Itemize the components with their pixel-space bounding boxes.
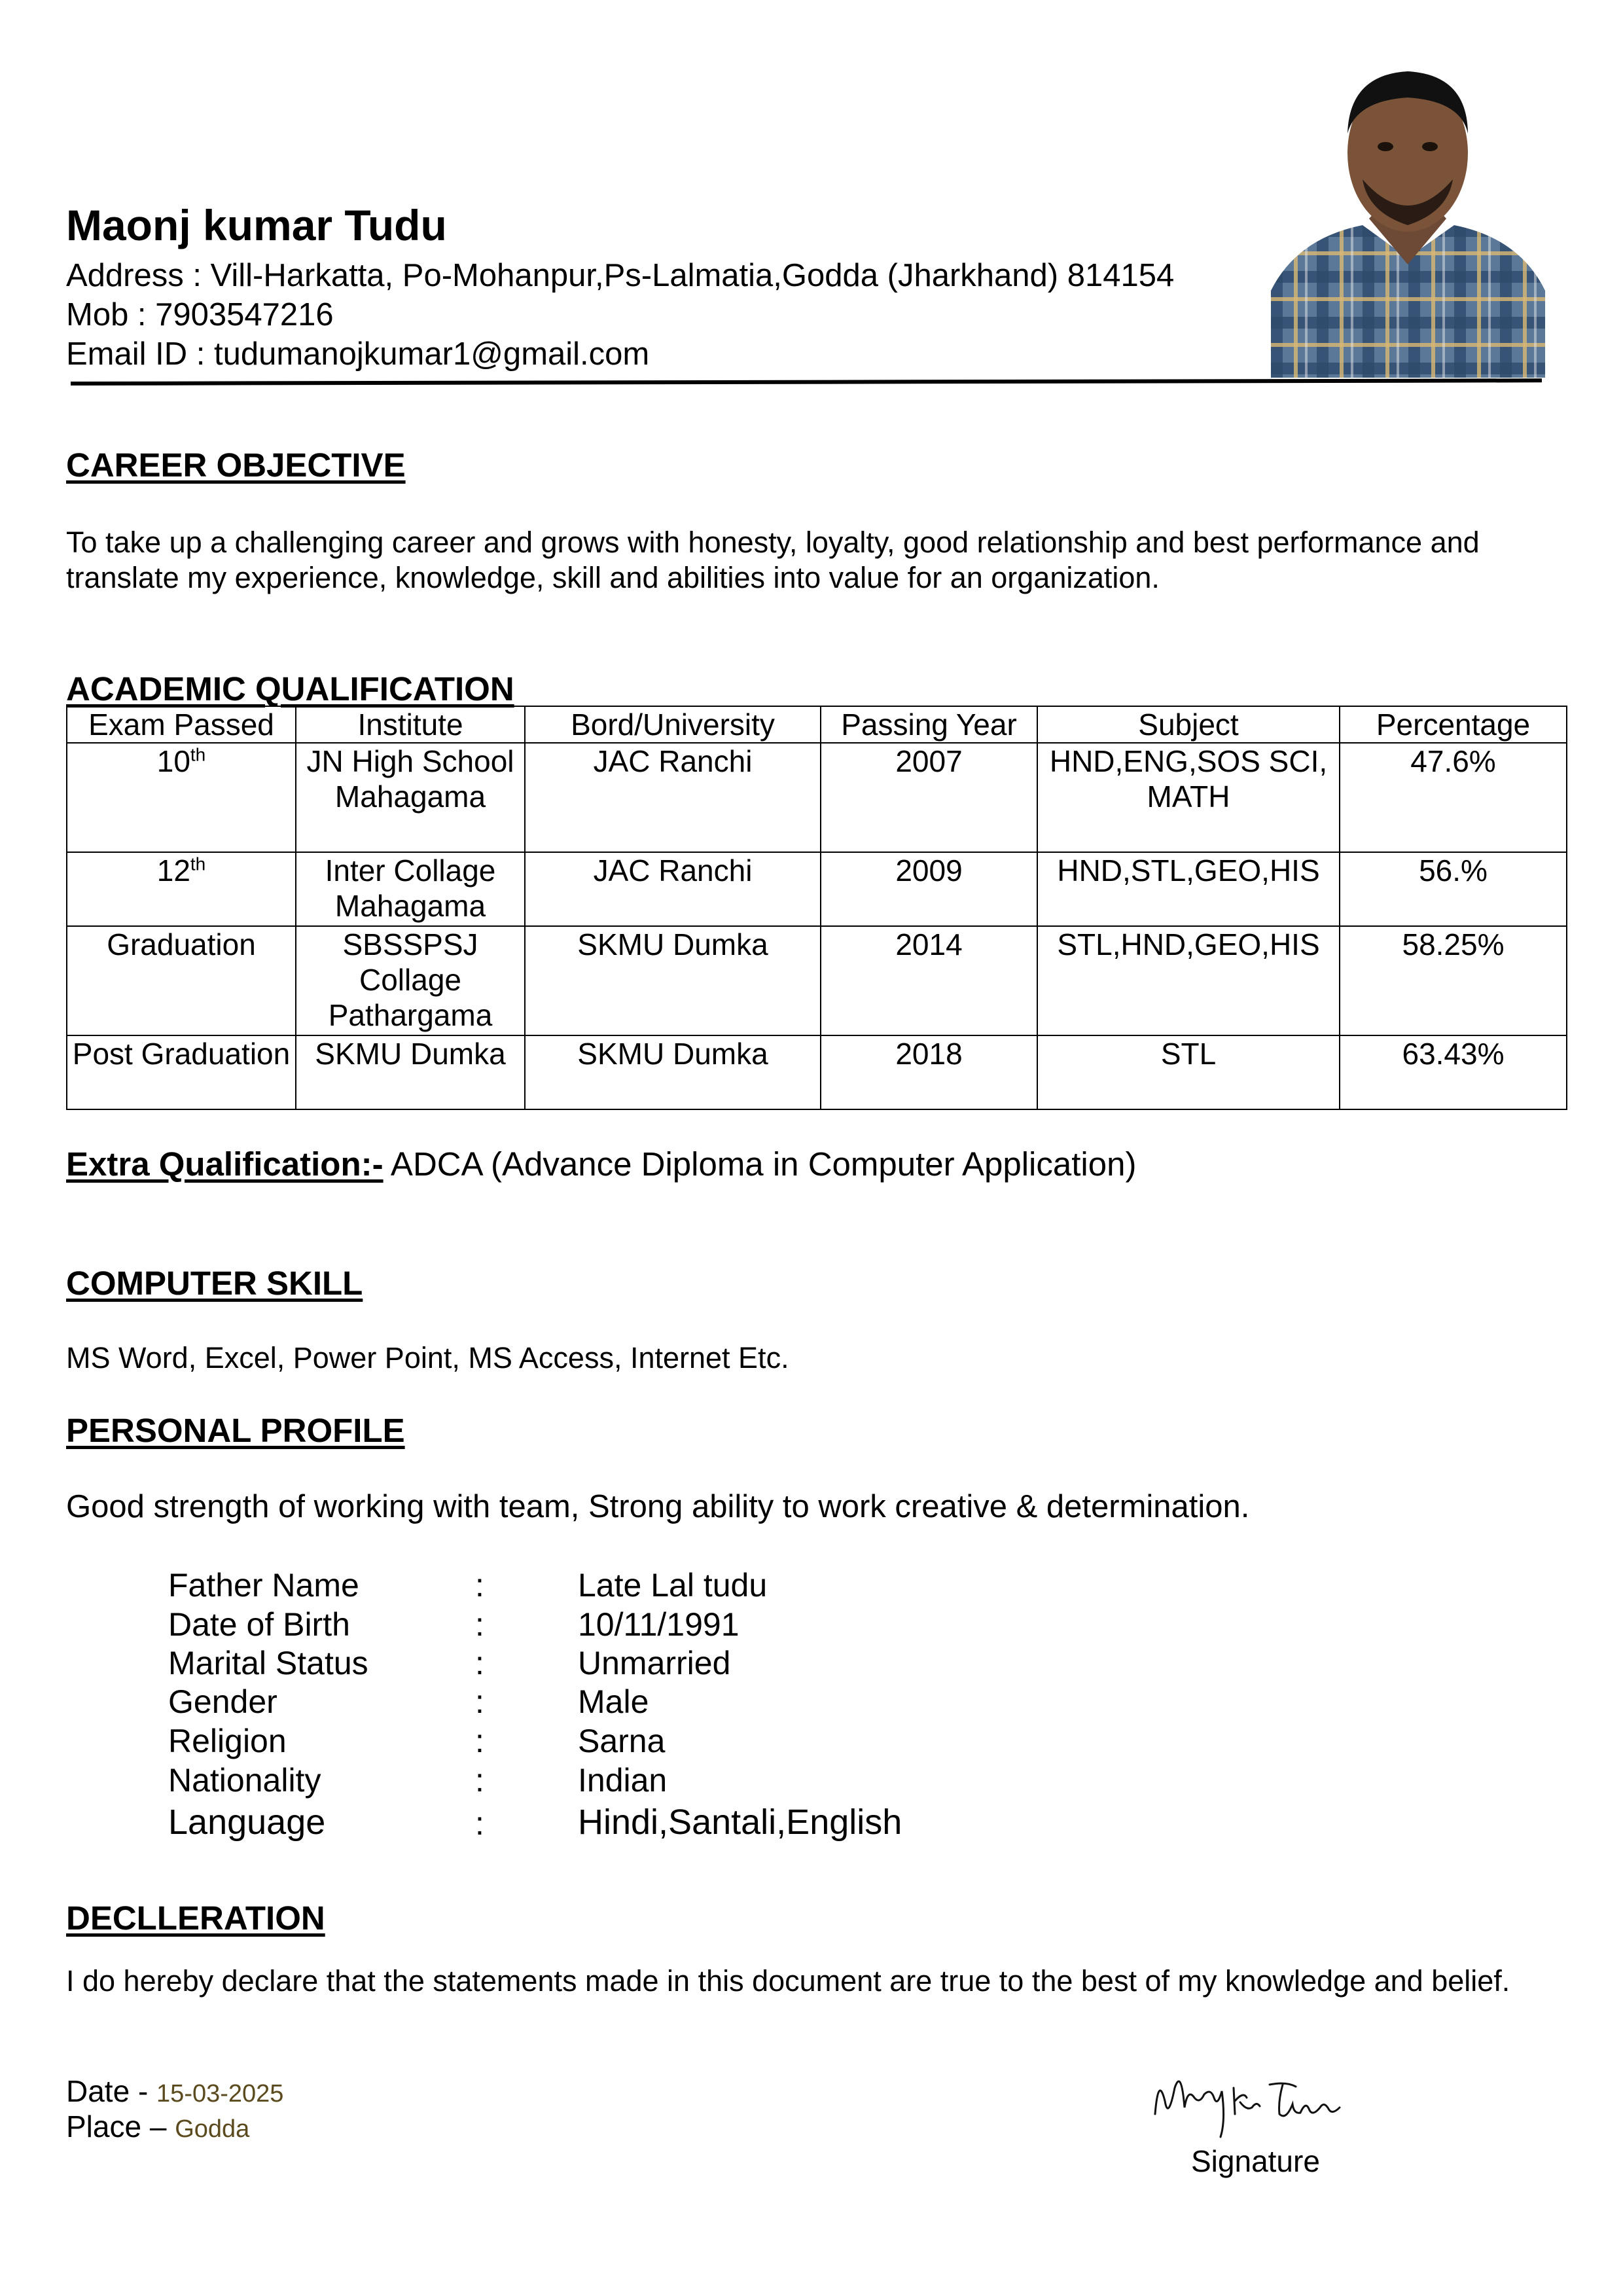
place-line bbox=[66, 2109, 249, 2145]
detail-separator: : bbox=[475, 1762, 484, 1799]
exam-suffix: th bbox=[190, 744, 206, 765]
date-label: Date - bbox=[66, 2074, 157, 2108]
subject-cell: STL bbox=[1037, 1035, 1340, 1109]
date-line bbox=[66, 2073, 283, 2109]
board-cell: JAC Ranchi bbox=[525, 852, 821, 926]
detail-label: Gender bbox=[168, 1683, 277, 1720]
declaration-heading: DECLLERATION bbox=[66, 1899, 325, 1937]
exam-cell bbox=[67, 926, 296, 1035]
detail-separator: : bbox=[475, 1723, 484, 1759]
computer-skill-heading: COMPUTER SKILL bbox=[66, 1265, 363, 1302]
board-cell: JAC Ranchi bbox=[525, 743, 821, 852]
detail-label: Father Name bbox=[168, 1567, 359, 1604]
column-header: Exam Passed bbox=[67, 706, 296, 743]
subject-cell: STL,HND,GEO,HIS bbox=[1037, 926, 1340, 1035]
academic-qualification-heading: ACADEMIC QUALIFICATION bbox=[66, 670, 514, 708]
exam-cell bbox=[67, 1035, 296, 1109]
exam-value: Post Graduation bbox=[72, 1037, 291, 1071]
date-value: 15-03-2025 bbox=[156, 2080, 284, 2108]
exam-cell bbox=[67, 852, 296, 926]
exam-value: 10 bbox=[156, 744, 190, 778]
table-row bbox=[67, 1035, 1567, 1109]
board-cell: SKMU Dumka bbox=[525, 1035, 821, 1109]
table-row bbox=[67, 926, 1567, 1035]
detail-value: Hindi,Santali,English bbox=[578, 1803, 902, 1842]
institute-cell: SBSSPSJ Collage Pathargama bbox=[296, 926, 525, 1035]
detail-label: Date of Birth bbox=[168, 1606, 350, 1643]
header-divider bbox=[71, 378, 1542, 386]
detail-value: 10/11/1991 bbox=[578, 1606, 740, 1643]
address-line: Address : Vill-Harkatta, Po-Mohanpur,Ps-Lalmatia,Godda (Jharkhand) 814154 bbox=[66, 258, 1175, 293]
personal-profile-text: Good strength of working with team, Strong ability to work creative & determination. bbox=[66, 1489, 1250, 1524]
career-objective-text: To take up a challenging career and grows with honesty, loyalty, good relationship and best performance and translate my experience, knowledge, skill and abilities into value for an organization. bbox=[66, 526, 1480, 594]
year-cell: 2009 bbox=[821, 852, 1037, 926]
column-header: Subject bbox=[1037, 706, 1340, 743]
percentage-cell: 63.43% bbox=[1340, 1035, 1567, 1109]
extra-qualification-label: Extra Qualification:- bbox=[66, 1145, 383, 1183]
detail-label: Language bbox=[168, 1803, 326, 1842]
email-line: Email ID : tudumanojkumar1@gmail.com bbox=[66, 336, 650, 372]
place-label: Place – bbox=[66, 2109, 175, 2144]
exam-value: Graduation bbox=[107, 927, 256, 961]
detail-separator: : bbox=[475, 1606, 484, 1643]
column-header: Percentage bbox=[1340, 706, 1567, 743]
profile-photo bbox=[1271, 42, 1545, 378]
board-cell: SKMU Dumka bbox=[525, 926, 821, 1035]
institute-cell: JN High School Mahagama bbox=[296, 743, 525, 852]
exam-value: 12 bbox=[156, 853, 190, 888]
detail-value: Late Lal tudu bbox=[578, 1567, 768, 1604]
profile-photo-illustration bbox=[1271, 42, 1545, 378]
subject-cell: HND,STL,GEO,HIS bbox=[1037, 852, 1340, 926]
exam-suffix: th bbox=[190, 853, 206, 874]
detail-value: Indian bbox=[578, 1762, 668, 1799]
career-objective-heading: CAREER OBJECTIVE bbox=[66, 446, 406, 484]
year-cell: 2007 bbox=[821, 743, 1037, 852]
column-header: Institute bbox=[296, 706, 525, 743]
signature-drawing bbox=[1149, 2062, 1345, 2140]
personal-profile-heading: PERSONAL PROFILE bbox=[66, 1412, 405, 1449]
academic-qualification-table bbox=[66, 706, 1567, 1110]
detail-label: Nationality bbox=[168, 1762, 321, 1799]
percentage-cell: 47.6% bbox=[1340, 743, 1567, 852]
detail-separator: : bbox=[475, 1805, 484, 1842]
detail-separator: : bbox=[475, 1567, 484, 1604]
column-header: Bord/University bbox=[525, 706, 821, 743]
mobile-line: Mob : 7903547216 bbox=[66, 297, 334, 332]
handwritten-signature bbox=[1149, 2062, 1345, 2140]
extra-qualification-value: ADCA (Advance Diploma in Computer Application) bbox=[383, 1145, 1137, 1183]
declaration-text: I do hereby declare that the statements made in this document are true to the best of my knowledge and belief. bbox=[66, 1964, 1510, 1998]
place-value: Godda bbox=[175, 2115, 250, 2143]
percentage-cell: 56.% bbox=[1340, 852, 1567, 926]
institute-cell: SKMU Dumka bbox=[296, 1035, 525, 1109]
detail-label: Religion bbox=[168, 1723, 287, 1759]
exam-cell bbox=[67, 743, 296, 852]
column-header: Passing Year bbox=[821, 706, 1037, 743]
extra-qualification bbox=[66, 1144, 1136, 1184]
percentage-cell: 58.25% bbox=[1340, 926, 1567, 1035]
computer-skill-text: MS Word, Excel, Power Point, MS Access, Internet Etc. bbox=[66, 1341, 789, 1374]
detail-value: Sarna bbox=[578, 1723, 666, 1759]
year-cell: 2018 bbox=[821, 1035, 1037, 1109]
table-row bbox=[67, 852, 1567, 926]
year-cell: 2014 bbox=[821, 926, 1037, 1035]
table-row bbox=[67, 743, 1567, 852]
institute-cell: Inter Collage Mahagama bbox=[296, 852, 525, 926]
subject-cell: HND,ENG,SOS SCI, MATH bbox=[1037, 743, 1340, 852]
detail-label: Marital Status bbox=[168, 1645, 368, 1681]
detail-separator: : bbox=[475, 1683, 484, 1720]
detail-separator: : bbox=[475, 1645, 484, 1681]
candidate-name: Maonj kumar Tudu bbox=[66, 201, 447, 249]
detail-value: Unmarried bbox=[578, 1645, 731, 1681]
detail-value: Male bbox=[578, 1683, 649, 1720]
signature-label: Signature bbox=[1191, 2144, 1320, 2178]
table-header-row bbox=[67, 706, 1567, 743]
